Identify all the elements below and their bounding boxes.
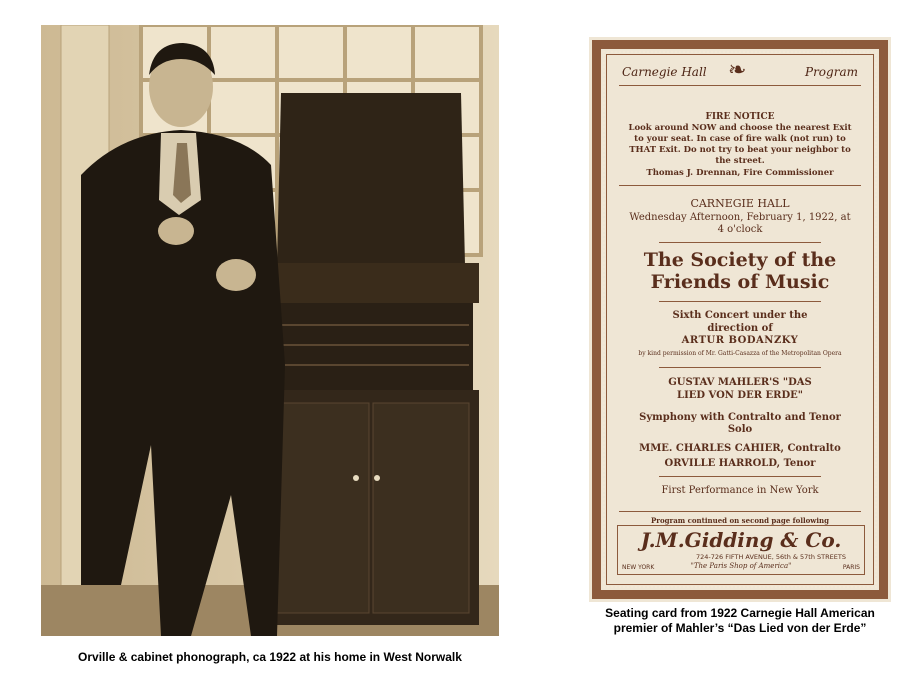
continued-divider [619, 511, 861, 512]
card-caption: Seating card from 1922 Carnegie Hall American premier of Mahler’s “Das Lied von der Erde” [605, 606, 875, 635]
advert-slogan: "The Paris Shop of America" [690, 562, 792, 570]
soloist-tenor: ORVILLE HARROLD, Tenor [664, 458, 816, 469]
venue-name: CARNEGIE HALL [690, 197, 790, 210]
card-header-left: Carnegie Hall [622, 65, 707, 79]
photo-orville-phonograph [41, 25, 499, 636]
photo-illustration [41, 25, 499, 636]
cabinet-phonograph [267, 93, 479, 625]
advert-city-left: NEW YORK [622, 564, 655, 571]
advert-name: J.M.Gidding & Co. [640, 528, 842, 552]
fire-notice-title: FIRE NOTICE [705, 112, 775, 122]
advertisement-box [617, 525, 865, 575]
conductor-name: ARTUR BODANZKY [681, 335, 799, 346]
society-divider [659, 301, 821, 302]
concert-line: Sixth Concert under the direction of [672, 310, 808, 334]
date-divider [659, 242, 821, 243]
symphony-line: Symphony with Contralto and Tenor Solo [639, 412, 841, 435]
first-performance: First Performance in New York [661, 485, 819, 496]
program-card [589, 37, 891, 602]
society-name: The Society of the Friends of Music [643, 249, 837, 293]
advert-city-right: PARIS [842, 564, 860, 571]
composer-work: GUSTAV MAHLER'S "DAS LIED VON DER ERDE" [668, 377, 812, 401]
continued-note: Program continued on second page following [651, 516, 829, 525]
fire-notice-divider [619, 185, 861, 186]
card-header-right: Program [805, 65, 858, 79]
fire-notice-body: Look around NOW and choose the nearest Exit to your seat. In case of fire walk (not run) to THAT Exit. Do not try to beat your neighbor to the street. [628, 123, 852, 166]
fire-notice-signature: Thomas J. Drennan, Fire Commissioner [646, 168, 834, 178]
concert-date: Wednesday Afternoon, February 1, 1922, at 4 o'clock [629, 212, 851, 235]
permission-note: by kind permission of Mr. Gatti-Casazza of the Metropolitan Opera [638, 350, 842, 357]
soloist-contralto: MME. CHARLES CAHIER, Contralto [639, 443, 841, 454]
lyre-ornament-icon: ❧ [728, 57, 747, 82]
soloist-divider [659, 476, 821, 477]
header-divider [619, 85, 861, 86]
advert-address: 724-726 FIFTH AVENUE, 56th & 57th STREETS [696, 553, 846, 561]
photo-caption: Orville & cabinet phonograph, ca 1922 at his home in West Norwalk [78, 650, 462, 664]
conductor-divider [659, 367, 821, 368]
